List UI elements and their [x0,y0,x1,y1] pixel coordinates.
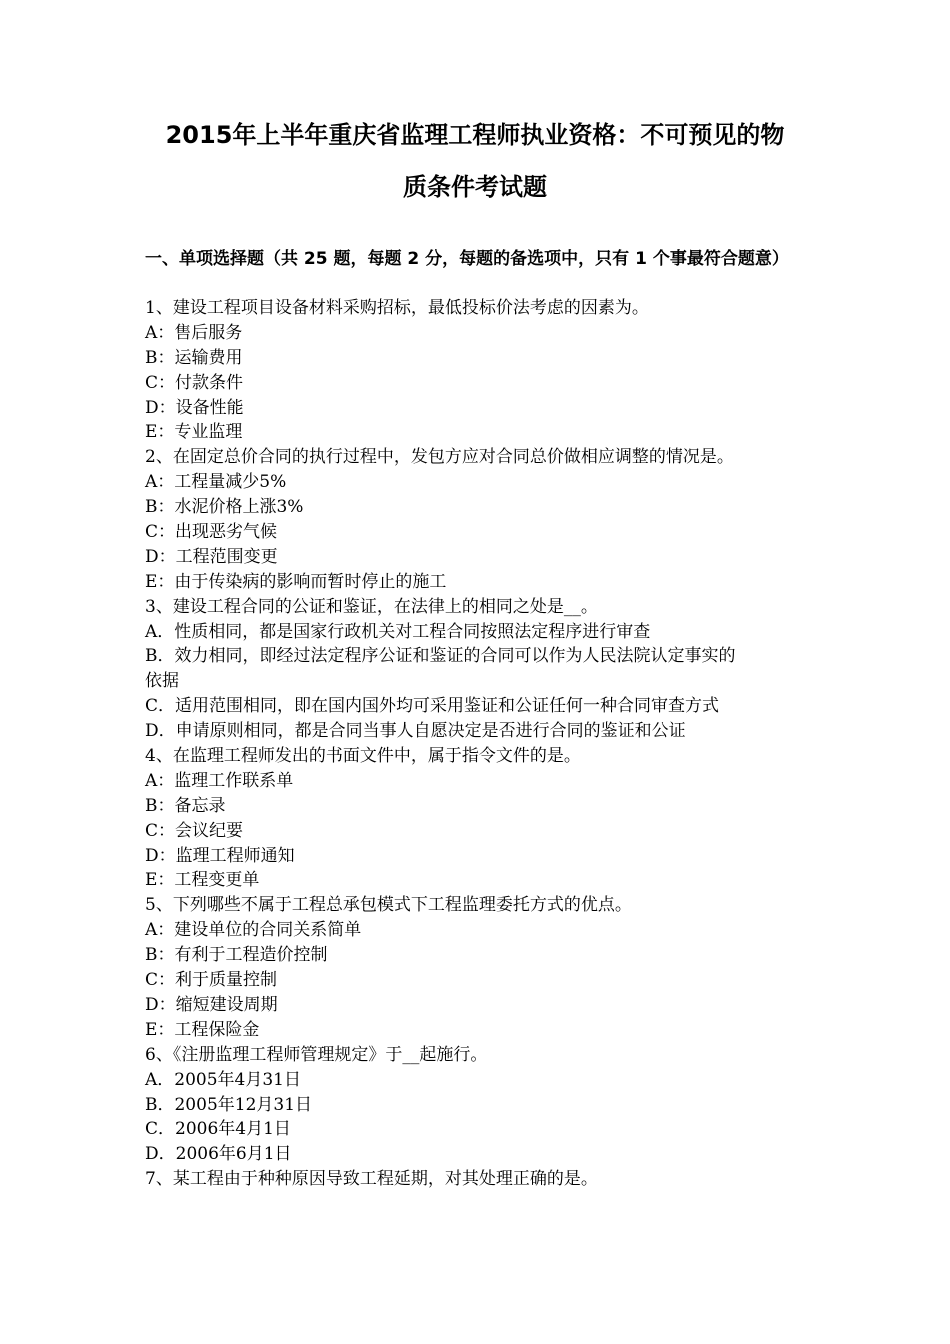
question-5-option-a: A：建设单位的合同关系简单 [145,920,362,941]
question-4-option-a: A：监理工作联系单 [145,770,294,791]
question-3-stem: 3、建设工程合同的公证和鉴证，在法律上的相同之处是__。 [145,596,598,617]
question-5-stem: 5、下列哪些不属于工程总承包模式下工程监理委托方式的优点。 [145,895,632,916]
question-3-option-b: B．效力相同，即经过法定程序公证和鉴证的合同可以作为人民法院认定事实的 [145,646,736,667]
question-1-stem: 1、建设工程项目设备材料采购招标，最低投标价法考虑的因素为。 [145,298,649,318]
question-2-stem: 2、在固定总价合同的执行过程中，发包方应对合同总价做相应调整的情况是。 [145,447,734,468]
question-6-stem: 6、《注册监理工程师管理规定》于__起施行。 [145,1044,488,1065]
question-4-option-c: C：会议纪要 [145,820,244,841]
question-2-option-d: D：工程范围变更 [145,546,278,567]
question-6-option-c: C．2006年4月1日 [145,1119,291,1140]
question-4-stem: 4、在监理工程师发出的书面文件中，属于指令文件的是。 [145,746,581,767]
question-3-option-c: C．适用范围相同，即在国内国外均可采用鉴证和公证任何一种合同审查方式 [145,696,720,717]
question-5-option-b: B：有利于工程造价控制 [145,945,328,966]
question-4-option-b: B：备忘录 [145,795,226,816]
question-3-option-a: A．性质相同，都是国家行政机关对工程合同按照法定程序进行审查 [145,621,651,642]
question-3-option-b-cont: 依据 [145,671,179,692]
section-heading: 一、单项选择题（共 25 题，每题 2 分，每题的备选项中，只有 1 个事最符合题意） [145,249,789,269]
question-2-option-c: C：出现恶劣气候 [145,522,278,543]
question-1-option-a: A：售后服务 [145,322,243,343]
question-2-option-a: A：工程量减少5% [145,472,287,493]
question-6-option-d: D．2006年6月1日 [145,1144,292,1165]
document-title-line-1: 2015年上半年重庆省监理工程师执业资格：不可预见的物 [165,121,785,149]
question-4-option-d: D：监理工程师通知 [145,845,295,866]
document-title-line-2: 质条件考试题 [403,173,547,201]
question-2-option-e: E：由于传染病的影响而暂时停止的施工 [145,571,447,592]
question-1-option-e: E：专业监理 [145,422,243,443]
question-1-option-b: B：运输费用 [145,347,243,368]
question-5-option-e: E：工程保险金 [145,1019,260,1040]
question-6-option-a: A．2005年4月31日 [145,1069,301,1090]
question-4-option-e: E：工程变更单 [145,870,260,891]
question-body [145,296,825,1192]
question-5-option-c: C：利于质量控制 [145,970,278,991]
question-1-option-c: C：付款条件 [145,372,244,393]
question-5-option-d: D：缩短建设周期 [145,994,278,1015]
question-3-option-d: D．申请原则相同，都是合同当事人自愿决定是否进行合同的鉴证和公证 [145,721,686,742]
question-1-option-d: D：设备性能 [145,397,244,418]
question-7-stem: 7、某工程由于种种原因导致工程延期，对其处理正确的是。 [145,1169,598,1190]
question-6-option-b: B．2005年12月31日 [145,1094,313,1115]
question-2-option-b: B：水泥价格上涨3% [145,497,304,518]
